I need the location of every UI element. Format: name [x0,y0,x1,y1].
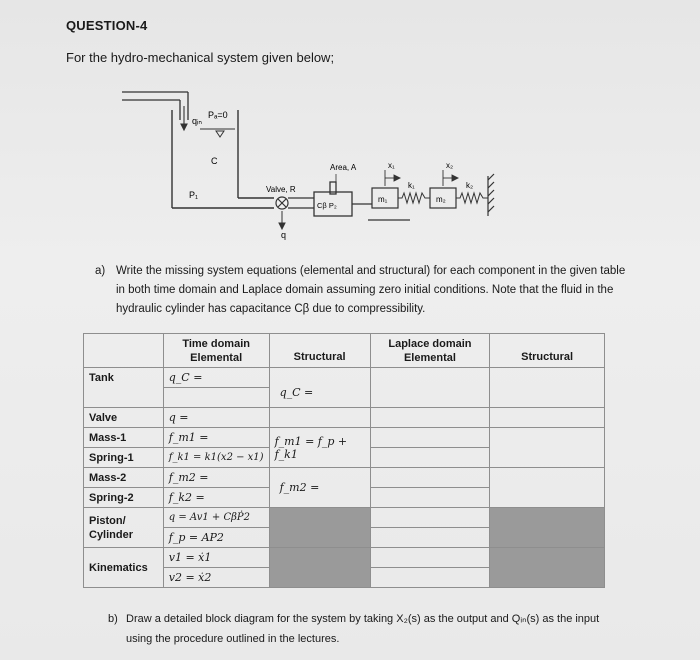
tank-laplace-structural[interactable] [490,368,605,408]
row-label-valve: Valve [84,408,164,428]
header-time-elemental: Time domain Elemental [163,334,269,368]
part-b [108,609,628,649]
spring-1 [398,193,430,203]
row-label-kinematics: Kinematics [84,548,164,588]
header-laplace-elemental: Laplace domain Elemental [370,334,490,368]
tank [172,110,274,208]
inflow-arrow [181,106,187,130]
piston-force-eq: f_p = AP2 [163,528,269,548]
tank-structural-eq: q_C = [269,368,370,408]
cylinder-label: Cβ P₂ [317,201,337,210]
part-a-label: a) [95,265,106,277]
row-label-spring1: Spring-1 [84,448,164,468]
wall [488,174,494,216]
question-intro: For the hydro-mechanical system given below; [66,50,335,65]
kinematics-v2-eq: v2 = ẋ2 [163,568,269,588]
mass1-elemental-eq: f_m1 = [163,428,269,448]
kinematics-v1-eq: v1 = ẋ1 [163,548,269,568]
valve-structural [269,408,370,428]
spring2-elemental-eq: f_k2 = [163,488,269,508]
mass1-laplace-structural[interactable] [490,428,605,468]
header-laplace-structural: Structural [490,334,605,368]
row-label-tank: Tank [84,368,164,408]
part-a-text: Write the missing system equations (elemental and structural) for each component in the given table in both time domain and Laplace domain assuming zero initial conditions. Note that the fluid in the hydraulic cylinder has capacitance Cβ due to compressibility. [116,265,626,315]
k1-label: k₁ [408,181,415,190]
area-label: Area, A [330,163,357,172]
valve-laplace-structural[interactable] [490,408,605,428]
x1-arrow [385,170,400,186]
equations-table [83,333,605,588]
piston-laplace-structural-shaded [490,508,605,548]
mass2-elemental-eq: f_m2 = [163,468,269,488]
k2-label: k₂ [466,181,474,190]
piston-laplace-elemental-1[interactable] [370,508,490,528]
flow-label: q [281,230,287,240]
piston-structural-shaded [269,508,370,548]
kinematics-laplace-elemental-2[interactable] [370,568,490,588]
m1-label: m₁ [378,195,388,204]
tank-pressure-label: P₁ [189,190,199,200]
flow-arrow [279,211,285,229]
system-diagram [110,80,530,240]
hydraulic-cylinder [314,182,372,216]
row-label-spring2: Spring-2 [84,488,164,508]
inflow-pipe [122,92,188,120]
valve-laplace-elemental[interactable] [370,408,490,428]
mass1-laplace-elemental[interactable] [370,428,490,448]
part-b-text: Draw a detailed block diagram for the system by taking X₂(s) as the output and Qᵢₙ(s) as the input using the procedure outlined in the lectures. [126,613,600,645]
part-a [95,262,635,319]
x2-label: x₂ [446,161,454,170]
part-b-label: b) [108,613,118,625]
water-level-marker [200,129,235,137]
row-label-mass1: Mass-1 [84,428,164,448]
spring1-elemental-eq: f_k1 = k1(x2 − x1) [163,448,269,468]
mass2-laplace-elemental[interactable] [370,468,490,488]
kinematics-structural-shaded [269,548,370,588]
connecting-pipe [288,198,314,208]
tank-elemental-blank [163,388,269,408]
m2-label: m₂ [436,195,446,204]
spring1-laplace-elemental[interactable] [370,448,490,468]
valve-label: Valve, R [266,185,296,194]
mass2-laplace-structural[interactable] [490,468,605,508]
q-in-label: qᵢₙ [192,116,203,126]
header-blank [84,334,164,368]
header-time-structural: Structural [269,334,370,368]
kinematics-laplace-elemental-1[interactable] [370,548,490,568]
mass2-structural-eq: f_m2 = [269,468,370,508]
tank-laplace-elemental[interactable] [370,368,490,408]
spring1-structural-eq: f_m1 = f_p + f_k1 [269,428,370,468]
row-label-mass2: Mass-2 [84,468,164,488]
valve-elemental-eq: q = [163,408,269,428]
atmospheric-pressure-label: Pₐ=0 [208,110,228,120]
tank-capacitance-label: C [211,156,218,166]
kinematics-laplace-structural-shaded [490,548,605,588]
x2-arrow [443,170,458,186]
valve-icon [276,197,288,209]
piston-laplace-elemental-2[interactable] [370,528,490,548]
piston-flow-eq: q = Av1 + CβṖ2 [163,508,269,528]
spring2-laplace-elemental[interactable] [370,488,490,508]
spring-2 [456,193,488,203]
tank-elemental-eq: q_C = [163,368,269,388]
question-title: QUESTION-4 [66,18,148,33]
row-label-piston: Piston/ Cylinder [84,508,164,548]
x1-label: x₁ [388,161,395,170]
